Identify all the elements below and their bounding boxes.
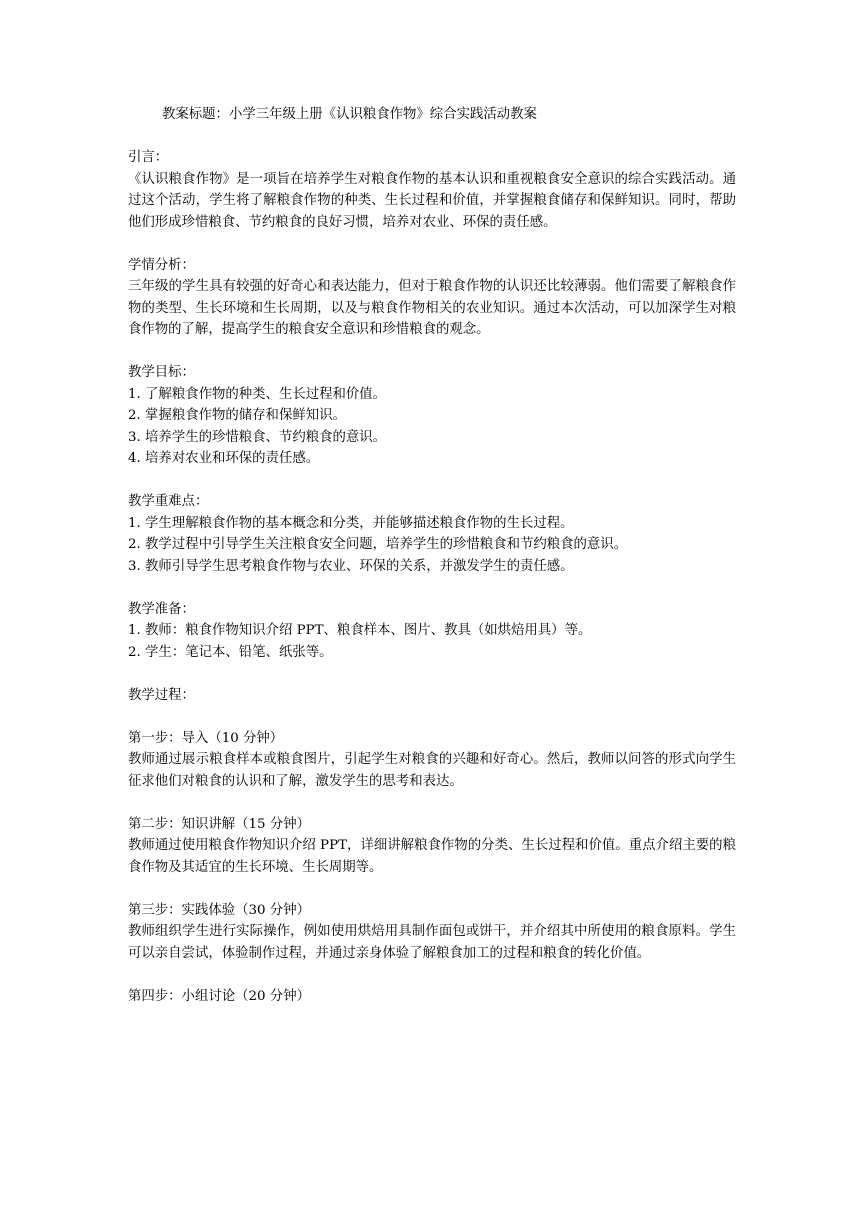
analysis-heading: 学情分析： — [128, 257, 195, 273]
spacer — [128, 233, 736, 255]
step-1-paragraph: 教师通过展示粮食样本或粮食图片，引起学生对粮食的兴趣和好奇心。然后，教师以问答的形式向学生征求他们对粮食的认识和了解，激发学生的思考和表达。 — [128, 752, 736, 789]
spacer — [128, 706, 736, 728]
preparation-item-1: 1. 教师：粮食作物知识介绍 PPT、粮食样本、图片、教具（如烘焙用具）等。 — [128, 623, 592, 638]
intro-paragraph: 《认识粮食作物》是一项旨在培养学生对粮食作物的基本认识和重视粮食安全意识的综合实践活动。通过这个活动，学生将了解粮食作物的种类、生长过程和价值，并掌握粮食储存和保鲜知识。同时，帮助他们形成珍惜粮食、节约粮食的良好习惯，培养对农业、环保的责任感。 — [128, 171, 736, 230]
process-heading: 教学过程： — [128, 687, 195, 703]
spacer — [128, 792, 736, 814]
step-4-heading: 第四步：小组讨论（20 分钟） — [128, 988, 310, 1004]
spacer — [128, 577, 736, 599]
step-3-heading: 第三步：实践体验（30 分钟） — [128, 902, 310, 918]
goals-item-4: 4. 培养对农业和环保的责任感。 — [128, 451, 320, 466]
spacer — [128, 878, 736, 900]
spacer — [128, 663, 736, 685]
spacer — [128, 470, 736, 492]
step-1-heading: 第一步：导入（10 分钟） — [128, 730, 284, 746]
goals-heading: 教学目标： — [128, 365, 195, 380]
step-2-heading: 第二步：知识讲解（15 分钟） — [128, 816, 310, 832]
goals-item-1: 1. 了解粮食作物的种类、生长过程和价值。 — [128, 386, 387, 402]
keypoints-item-2: 2. 教学过程中引导学生关注粮食安全问题，培养学生的珍惜粮食和节约粮食的意识。 — [128, 537, 628, 552]
document-content — [128, 104, 736, 1007]
intro-heading: 引言： — [128, 150, 169, 165]
goals-item-3: 3. 培养学生的珍惜粮食、节约粮食的意识。 — [128, 429, 387, 445]
document-title: 教案标题：小学三年级上册《认识粮食作物》综合实践活动教案 — [162, 107, 537, 122]
keypoints-item-3: 3. 教师引导学生思考粮食作物与农业、环保的关系，并激发学生的责任感。 — [128, 558, 574, 574]
keypoints-heading: 教学重难点： — [128, 494, 209, 509]
spacer — [128, 341, 736, 363]
preparation-item-2: 2. 学生：笔记本、铅笔、纸张等。 — [128, 644, 333, 660]
step-2-paragraph: 教师通过使用粮食作物知识介绍 PPT，详细讲解粮食作物的分类、生长过程和价值。重点介绍主要的粮食作物及其适宜的生长环境、生长周期等。 — [128, 838, 736, 875]
keypoints-item-1: 1. 学生理解粮食作物的基本概念和分类，并能够描述粮食作物的生长过程。 — [128, 515, 574, 531]
preparation-heading: 教学准备： — [128, 601, 195, 617]
step-3-paragraph: 教师组织学生进行实际操作，例如使用烘焙用具制作面包或饼干，并介绍其中所使用的粮食原料。学生可以亲自尝试，体验制作过程，并通过亲身体验了解粮食加工的过程和粮食的转化价值。 — [128, 924, 736, 961]
goals-item-2: 2. 掌握粮食作物的储存和保鲜知识。 — [128, 408, 346, 423]
spacer — [128, 964, 736, 986]
spacer — [128, 126, 736, 148]
analysis-paragraph: 三年级的学生具有较强的好奇心和表达能力，但对于粮食作物的认识还比较薄弱。他们需要了解粮食作物的类型、生长环境和生长周期，以及与粮食作物相关的农业知识。通过本次活动，可以加深学生对粮食作物的了解，提高学生的粮食安全意识和珍惜粮食的观念。 — [128, 279, 736, 337]
